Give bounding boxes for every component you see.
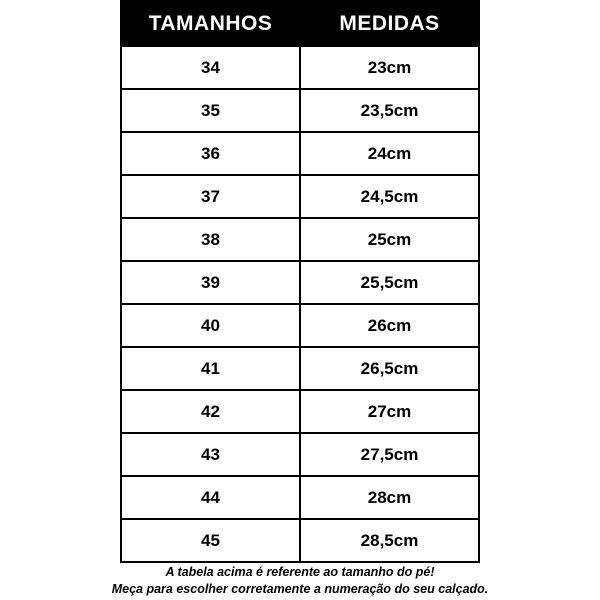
cell-size: 42 [121,390,300,433]
table-row [121,476,479,519]
table-row [121,175,479,218]
cell-size: 39 [121,261,300,304]
cell-measure: 26cm [300,304,479,347]
footnote-line-1: A tabela acima é referente ao tamanho do pé! [165,565,435,579]
size-chart-table [120,0,480,563]
footnotes [0,564,600,598]
cell-measure: 25,5cm [300,261,479,304]
cell-measure: 24,5cm [300,175,479,218]
table-header-row [121,1,479,46]
table-row [121,519,479,562]
cell-size: 40 [121,304,300,347]
table-row [121,89,479,132]
cell-size: 34 [121,46,300,89]
cell-measure: 24cm [300,132,479,175]
footnote-line-2: Meça para escolher corretamente a numeração do seu calçado. [111,582,489,596]
table-row [121,433,479,476]
cell-measure: 26,5cm [300,347,479,390]
cell-size: 43 [121,433,300,476]
column-header-measures: MEDIDAS [300,1,479,46]
table-header [121,1,479,46]
table-body [121,46,479,562]
table-row [121,390,479,433]
cell-size: 41 [121,347,300,390]
cell-measure: 27cm [300,390,479,433]
table-row [121,46,479,89]
cell-size: 38 [121,218,300,261]
cell-size: 35 [121,89,300,132]
table-row [121,304,479,347]
cell-measure: 23,5cm [300,89,479,132]
table-row [121,132,479,175]
table-row [121,261,479,304]
cell-measure: 28cm [300,476,479,519]
cell-size: 37 [121,175,300,218]
cell-size: 45 [121,519,300,562]
cell-measure: 28,5cm [300,519,479,562]
cell-size: 36 [121,132,300,175]
cell-size: 44 [121,476,300,519]
table-row [121,347,479,390]
cell-measure: 23cm [300,46,479,89]
column-header-sizes: TAMANHOS [121,1,300,46]
cell-measure: 27,5cm [300,433,479,476]
cell-measure: 25cm [300,218,479,261]
table-row [121,218,479,261]
